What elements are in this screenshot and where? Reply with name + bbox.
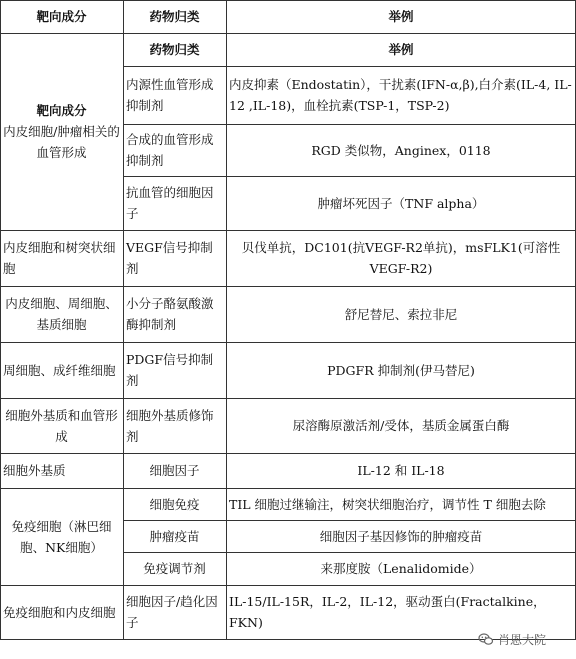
header-drug-category: 药物归类 (149, 9, 200, 24)
row-example: 细胞因子基因修饰的肿瘤疫苗 (319, 528, 483, 544)
row-target-component: 内皮细胞、周细胞、基质细胞 (5, 296, 118, 332)
grid-line (0, 286, 576, 287)
group-label-endothelial: 内皮细胞/肿瘤相关的血管形成 (3, 124, 120, 160)
row-target-component: 周细胞、成纤维细胞 (3, 362, 116, 378)
grid-line (123, 124, 576, 125)
grid-line (0, 342, 576, 343)
row-drug-category: 小分子酪氨酸激酶抑制剂 (126, 296, 214, 332)
grid-line (0, 230, 576, 231)
row-example: 来那度胺（Lenalidomide） (320, 561, 482, 576)
row-example: 肿瘤坏死因子（TNF alpha） (317, 195, 485, 211)
watermark-text: 肖恩大院 (498, 632, 547, 647)
row-drug-category: 细胞因子/趋化因子 (126, 594, 218, 630)
grid-line (0, 585, 576, 586)
watermark (478, 629, 574, 649)
row-example: 内皮抑素（Endostatin），干扰素(IFN-α,β),白介素(IL-4, IL-12 ,IL-18)，血栓抗素(TSP-1，TSP-2) (229, 77, 572, 113)
group-title-target: 靶向成分 (36, 103, 87, 118)
row-example: RGD 类似物，Anginex，0118 (311, 142, 491, 158)
row-drug-category: 抗血管的细胞因子 (126, 185, 214, 221)
grid-line (0, 0, 576, 1)
row-example: 舒尼替尼、索拉非尼 (344, 306, 458, 322)
grid-line (123, 176, 576, 177)
group-endothelial-tumor-angiogenesis (0, 33, 123, 230)
row-example: PDGFR 抑制剂(伊马替尼) (327, 362, 475, 378)
row-example: TIL 细胞过继输注，树突状细胞治疗，调节性 T 细胞去除 (229, 496, 546, 512)
grid-line (0, 488, 576, 489)
row-drug-category: PDGF信号抑制剂 (126, 352, 214, 388)
row-target-component: 细胞外基质和血管形成 (5, 407, 118, 444)
row-drug-category: 药物归类 (149, 42, 200, 57)
header-target-component: 靶向成分 (36, 9, 87, 24)
row-drug-category: 细胞免疫 (149, 496, 200, 512)
grid-line (0, 398, 576, 399)
row-target-component: 免疫细胞和内皮细胞 (3, 604, 116, 620)
grid-line (123, 552, 576, 553)
row-example: 举例 (388, 42, 414, 57)
row-drug-category: 肿瘤疫苗 (149, 528, 200, 544)
row-example: IL-15/IL-15R，IL-2，IL-12，驱动蛋白(Fractalkine，FKN) (229, 594, 546, 630)
wechat-icon (478, 631, 494, 647)
row-drug-category: 细胞因子 (149, 463, 200, 478)
grid-line (123, 66, 576, 67)
row-drug-category: VEGF信号抑制剂 (126, 240, 213, 276)
row-target-component: 内皮细胞和树突状细胞 (3, 240, 116, 276)
row-drug-category: 合成的血管形成抑制剂 (126, 132, 214, 168)
grid-line (123, 0, 124, 640)
row-drug-category: 内源性血管形成抑制剂 (126, 77, 214, 113)
row-example: 尿溶酶原激活剂/受体，基质金属蛋白酶 (292, 418, 510, 433)
group-immune-cells: 免疫细胞（淋巴细胞、NK细胞） (11, 518, 112, 555)
grid-line (0, 453, 576, 454)
row-example: IL-12 和 IL-18 (357, 463, 445, 478)
row-example: 贝伐单抗，DC101(抗VEGF-R2单抗)，msFLK1(可溶性VEGF-R2) (241, 240, 561, 276)
grid-line (0, 33, 576, 34)
row-drug-category: 免疫调节剂 (143, 561, 206, 576)
row-drug-category: 细胞外基质修饰剂 (126, 407, 214, 444)
grid-line (123, 520, 576, 521)
grid-line (0, 0, 1, 640)
grid-line (226, 0, 227, 640)
row-target-component: 细胞外基质 (3, 463, 66, 478)
header-example: 举例 (388, 9, 414, 24)
